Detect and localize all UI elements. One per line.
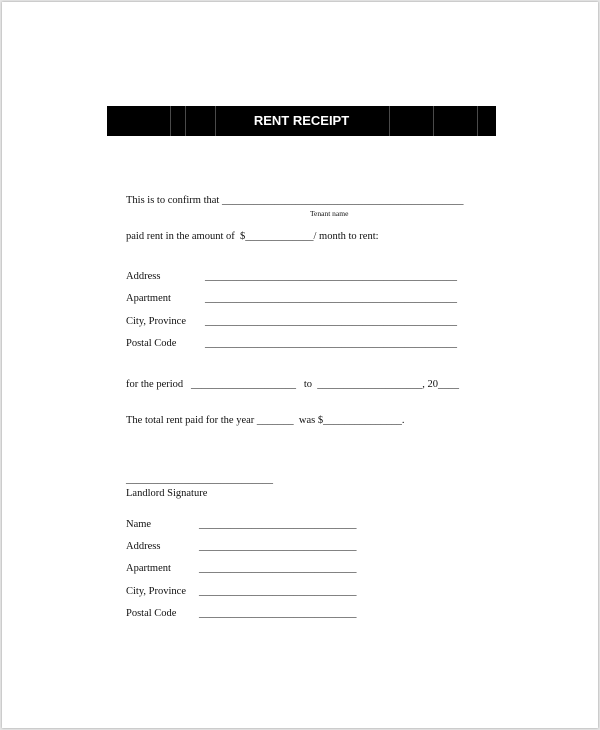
city-province-blank: ________________________________________________	[205, 316, 457, 327]
postal-code-label: Postal Code	[126, 338, 177, 349]
landlord-postal-code-blank: ______________________________	[199, 608, 357, 619]
address-label: Address	[126, 271, 161, 282]
signature-blank: ____________________________	[126, 474, 273, 485]
landlord-address-blank: ______________________________	[199, 541, 357, 552]
landlord-city-province-label: City, Province	[126, 586, 186, 597]
rent-amount-line: paid rent in the amount of $_____________/ month to rent:	[126, 231, 379, 242]
landlord-name-label: Name	[126, 519, 152, 530]
apartment-blank: ________________________________________________	[205, 293, 457, 304]
apartment-label: Apartment	[126, 293, 171, 304]
document-title: RENT RECEIPT	[253, 113, 350, 128]
document-page	[2, 2, 598, 728]
title-banner	[107, 106, 496, 136]
total-rent-line: The total rent paid for the year _______ was $_______________.	[126, 415, 405, 426]
city-province-label: City, Province	[126, 316, 186, 327]
landlord-city-province-blank: ______________________________	[199, 586, 357, 597]
address-blank: ________________________________________________	[205, 271, 457, 282]
landlord-postal-code-label: Postal Code	[126, 608, 177, 619]
rental-period-line: for the period ____________________ to ____________________, 20____	[126, 379, 460, 390]
landlord-address-label: Address	[126, 541, 161, 552]
landlord-apartment-label: Apartment	[126, 563, 171, 574]
landlord-name-blank: ______________________________	[199, 519, 357, 530]
tenant-name-caption: Tenant name	[310, 209, 349, 218]
postal-code-blank: ________________________________________________	[205, 338, 457, 349]
tenant-confirm-line: This is to confirm that ______________________________________________	[126, 195, 464, 206]
signature-label: Landlord Signature	[126, 488, 208, 499]
landlord-apartment-blank: ______________________________	[199, 563, 357, 574]
